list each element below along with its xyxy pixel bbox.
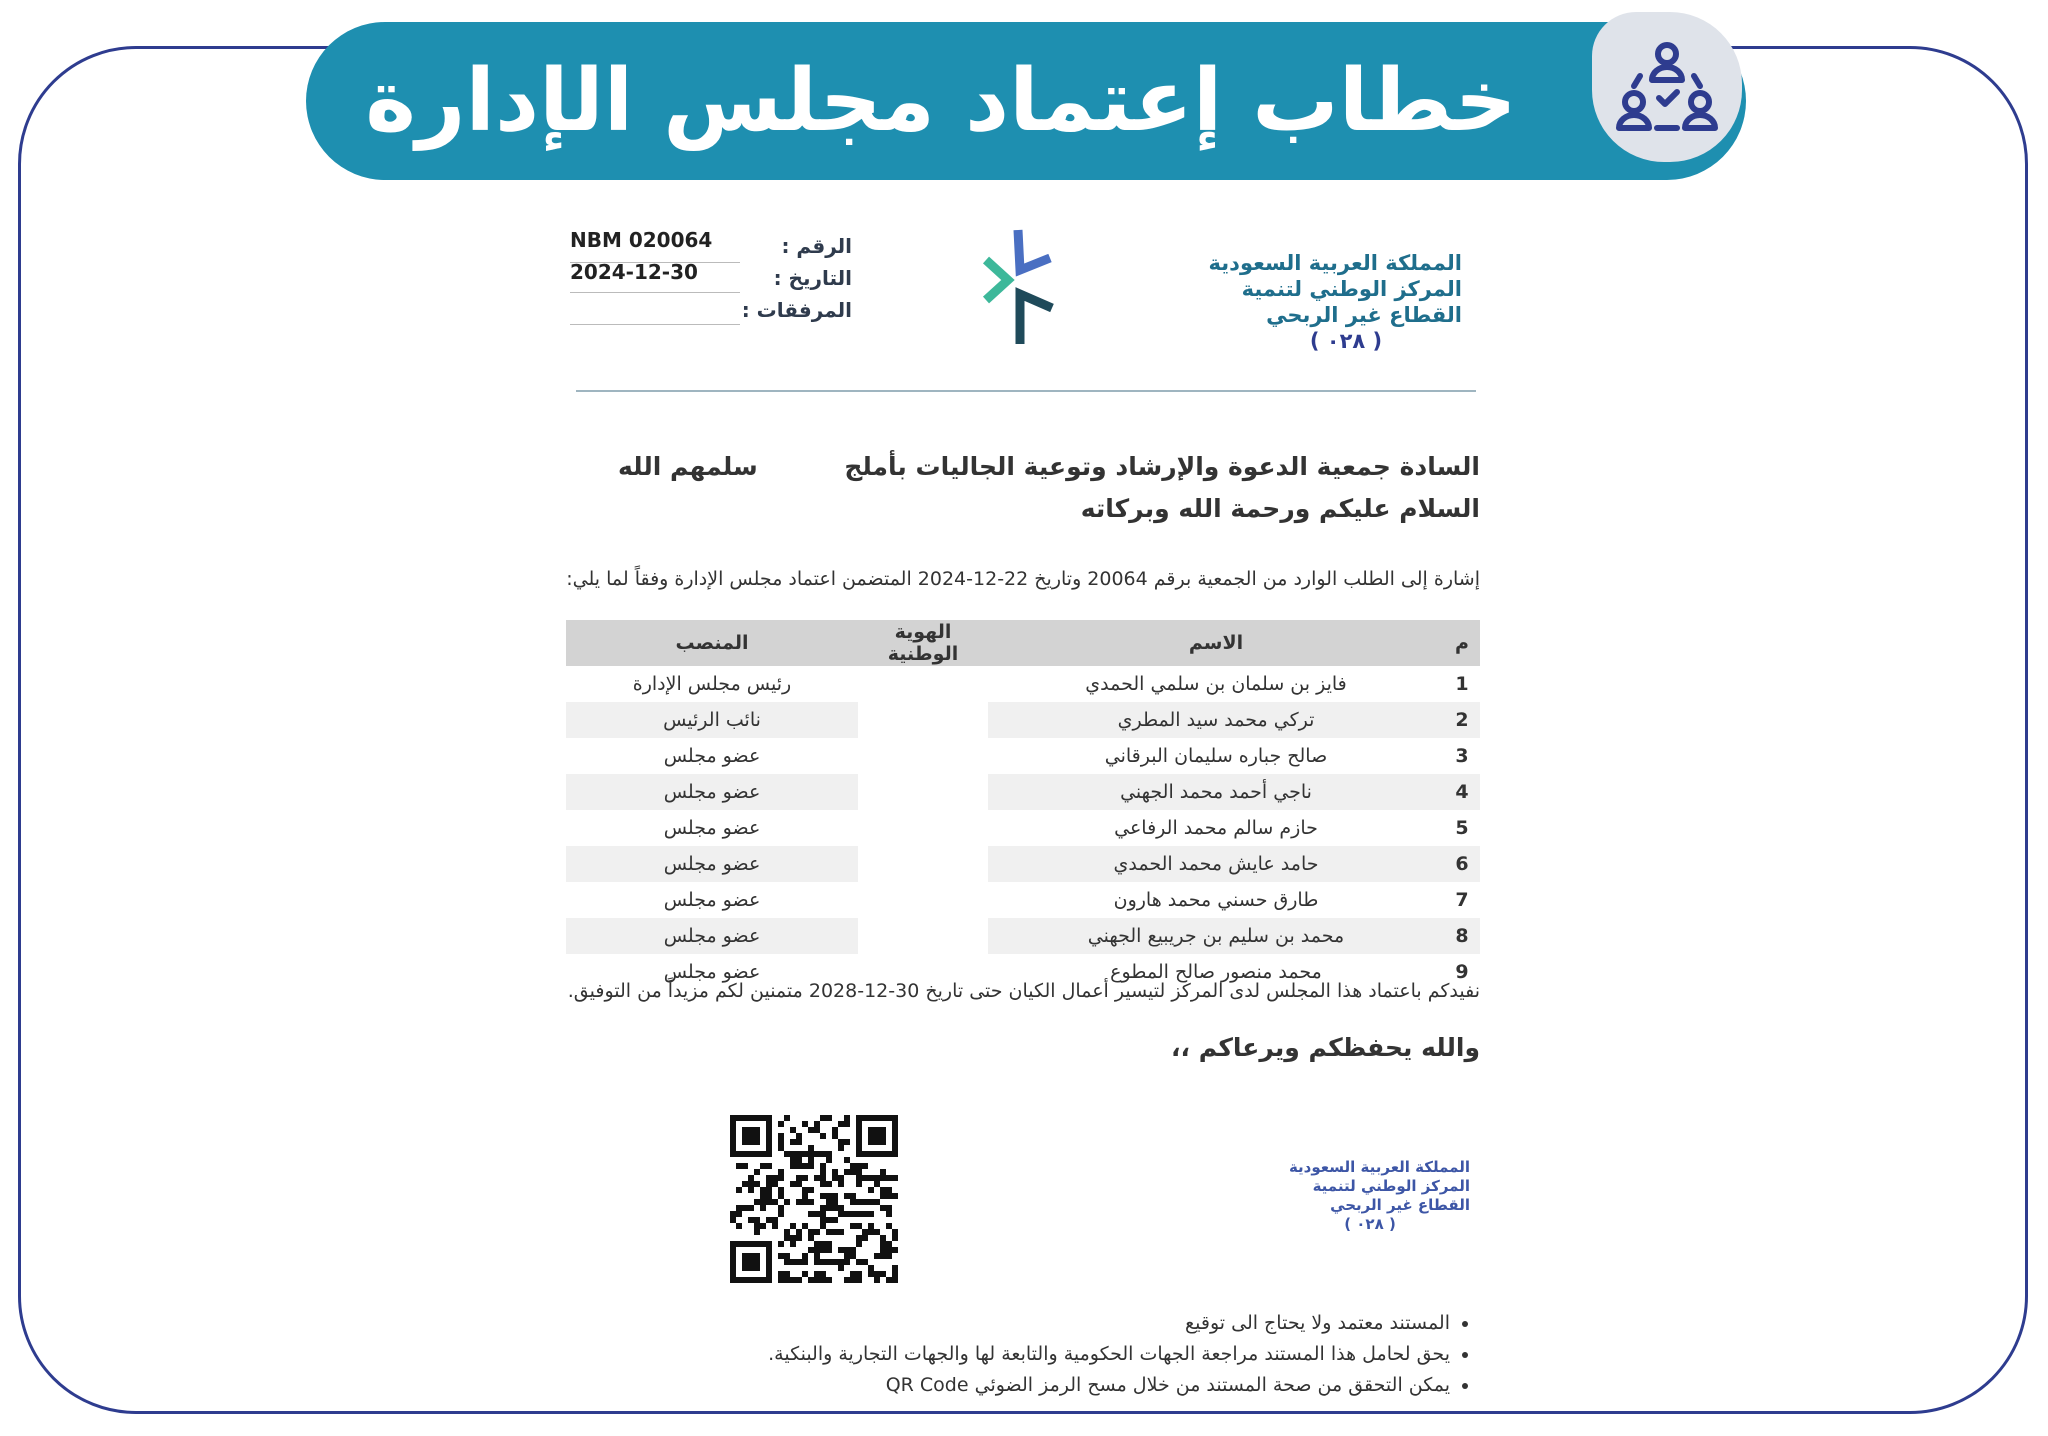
- member-position: رئيس مجلس الإدارة: [632, 673, 792, 695]
- table-row: [566, 882, 1480, 918]
- header-num: م: [1444, 620, 1480, 666]
- note-item: • المستند معتمد ولا يحتاج الى توقيع: [760, 1308, 1450, 1339]
- number-value: NBM 020064: [570, 228, 713, 252]
- board-members-table: [566, 620, 1480, 990]
- stamp-code: ( ٠٢٨ ): [1344, 1215, 1396, 1233]
- row-num: 8: [1444, 918, 1480, 954]
- table-row: [566, 774, 1480, 810]
- member-position: عضو مجلس: [566, 846, 858, 882]
- member-name: طارق حسني محمد هارون: [1113, 889, 1319, 911]
- header-national-id: الهوية الوطنية: [858, 620, 988, 666]
- national-id-cell: [858, 774, 988, 810]
- row-num: 9: [1455, 961, 1469, 983]
- honorific: سلمهم الله: [618, 452, 758, 481]
- member-name: فايز بن سلمان بن سلمي الحمدي: [1085, 673, 1347, 695]
- date-label: التاريخ :: [773, 266, 852, 290]
- addressee: السادة جمعية الدعوة والإرشاد وتوعية الجاليات بأملج: [844, 452, 1480, 481]
- national-id-cell: [858, 846, 988, 882]
- member-position: عضو مجلس: [566, 918, 858, 954]
- org-line-1: المملكة العربية السعودية: [1208, 251, 1462, 275]
- member-position: عضو مجلس: [663, 961, 761, 983]
- national-id-cell: [858, 702, 988, 738]
- table-row: [566, 846, 1480, 882]
- member-name: ناجي أحمد محمد الجهني: [988, 774, 1444, 810]
- banner-title: خطاب إعتماد مجلس الإدارة: [365, 51, 1517, 151]
- center-logo-icon: [964, 222, 1060, 356]
- national-id-cell: [858, 666, 988, 702]
- header-divider: [576, 390, 1476, 392]
- row-num: 4: [1444, 774, 1480, 810]
- greeting: السلام عليكم ورحمة الله وبركاته: [1080, 494, 1480, 523]
- attachments-label: المرفقات :: [741, 298, 852, 322]
- org-stamp: [1240, 1158, 1470, 1234]
- member-name: تركي محمد سيد المطري: [988, 702, 1444, 738]
- table-row: [566, 918, 1480, 954]
- national-id-cell: [858, 738, 988, 774]
- member-name: حامد عايش محمد الحمدي: [988, 846, 1444, 882]
- notes-list: [760, 1308, 1476, 1401]
- farewell: والله يحفظكم ويرعاكم ،،: [1171, 1033, 1480, 1062]
- table-row: [566, 810, 1480, 846]
- member-position: نائب الرئيس: [566, 702, 858, 738]
- table-row: [566, 666, 1480, 702]
- table-header-row: [566, 620, 1480, 666]
- table-row: [566, 702, 1480, 738]
- org-line-2: المركز الوطني لتنمية: [1241, 277, 1462, 301]
- national-id-cell: [858, 918, 988, 954]
- attachments-line: [570, 324, 740, 325]
- qr-code[interactable]: [730, 1115, 898, 1287]
- member-name: محمد منصور صالح المطوع: [1110, 961, 1322, 983]
- national-id-cell: [858, 882, 988, 918]
- number-label: الرقم :: [781, 234, 852, 258]
- row-num: 6: [1444, 846, 1480, 882]
- row-num: 5: [1455, 817, 1469, 839]
- member-position: عضو مجلس: [663, 889, 761, 911]
- org-code: ( ٠٢٨ ): [1309, 329, 1383, 353]
- member-name: محمد بن سليم بن جريبيع الجهني: [988, 918, 1444, 954]
- date-line: [570, 292, 740, 293]
- row-num: 7: [1455, 889, 1469, 911]
- header-position: المنصب: [566, 620, 858, 666]
- org-line-3: القطاع غير الربحي: [1266, 303, 1462, 327]
- note-item: • يحق لحامل هذا المستند مراجعة الجهات الحكومية والتابعة لها والجهات التجارية والبنكية.: [760, 1339, 1450, 1370]
- intro-paragraph: إشارة إلى الطلب الوارد من الجمعية برقم 20064 وتاريخ 22-12-2024 المتضمن اعتماد مجلس الإدارة وفقاً لما يلي:: [566, 568, 1480, 590]
- closing-paragraph: نفيدكم باعتماد هذا المجلس لدى المركز لتيسير أعمال الكيان حتى تاريخ 30-12-2028 متمنين لكم مزيداً من التوفيق.: [567, 980, 1480, 1002]
- member-position: عضو مجلس: [663, 745, 761, 767]
- member-name: حازم سالم محمد الرفاعي: [1114, 817, 1318, 839]
- org-header: [1190, 250, 1462, 354]
- date-value: 2024-12-30: [570, 260, 698, 284]
- stamp-line-1: المملكة العربية السعودية: [1288, 1158, 1470, 1176]
- national-id-cell: [858, 810, 988, 846]
- note-item: • يمكن التحقق من صحة المستند من خلال مسح الرمز الضوئي QR Code: [760, 1370, 1450, 1401]
- row-num: 1: [1455, 673, 1469, 695]
- team-approval-icon: [1592, 12, 1742, 162]
- stamp-line-2: المركز الوطني لتنمية: [1312, 1177, 1470, 1195]
- member-name: صالح جباره سليمان البرقاني: [1104, 745, 1328, 767]
- member-position: عضو مجلس: [566, 774, 858, 810]
- table-row: [566, 738, 1480, 774]
- row-num: 2: [1444, 702, 1480, 738]
- member-position: عضو مجلس: [663, 817, 761, 839]
- stamp-line-3: القطاع غير الربحي: [1330, 1196, 1470, 1214]
- header-name: الاسم: [988, 620, 1444, 666]
- title-banner: [306, 22, 1746, 180]
- row-num: 3: [1455, 745, 1469, 767]
